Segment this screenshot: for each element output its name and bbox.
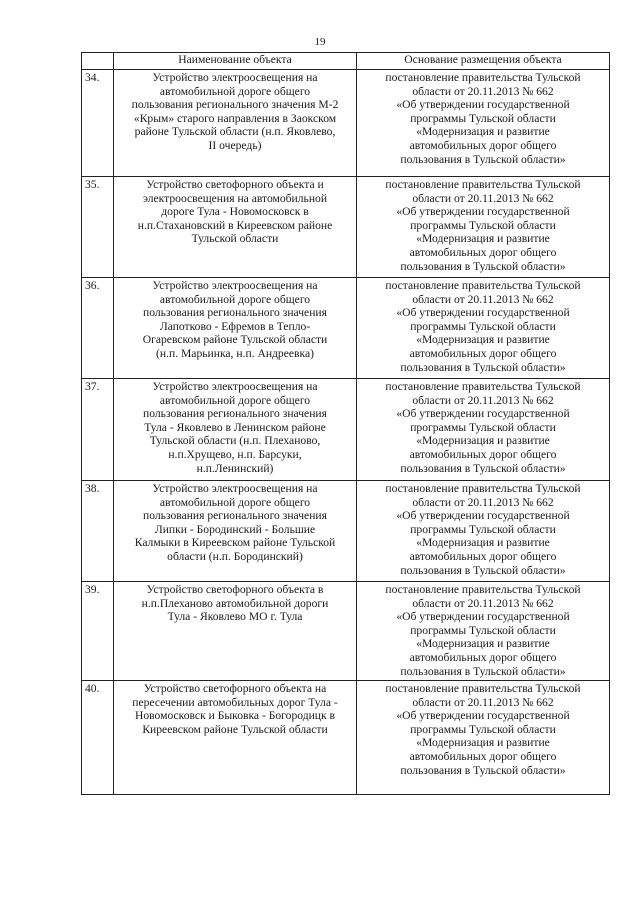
placement-basis-cell bbox=[357, 481, 610, 582]
basis-line: программы Тульской области bbox=[410, 420, 556, 434]
object-name-line: н.п.Ленинский) bbox=[196, 461, 274, 475]
basis-line: «Модернизация и развитие bbox=[416, 125, 550, 139]
object-name-line: Огаревском районе Тульской области bbox=[142, 333, 328, 347]
basis-line: «Об утверждении государственной bbox=[396, 407, 570, 421]
row-number: 39. bbox=[82, 582, 114, 681]
object-name-line: Тула - Яковлево в Ленинском районе bbox=[144, 420, 326, 434]
object-name-line: Устройство электроосвещения на bbox=[152, 71, 318, 84]
basis-line: автомобильных дорог общего bbox=[409, 245, 557, 259]
basis-line: автомобильных дорог общего bbox=[409, 549, 557, 563]
objects-table bbox=[81, 52, 610, 795]
object-name-line: Устройство светофорного объекта на bbox=[143, 682, 327, 695]
basis-line: программы Тульской области bbox=[410, 218, 556, 232]
basis-line: автомобильных дорог общего bbox=[409, 447, 557, 461]
basis-line: области от 20.11.2013 № 662 bbox=[412, 191, 554, 205]
basis-line: «Модернизация и развитие bbox=[416, 536, 550, 550]
basis-line: программы Тульской области bbox=[410, 319, 556, 333]
basis-line: «Об утверждении государственной bbox=[396, 306, 570, 320]
object-name-cell bbox=[114, 681, 357, 795]
table-header-row bbox=[82, 53, 610, 70]
basis-line: «Об утверждении государственной bbox=[396, 98, 570, 112]
placement-basis-cell bbox=[357, 278, 610, 379]
header-placement-basis: Основание размещения объекта bbox=[357, 53, 610, 70]
basis-line: автомобильных дорог общего bbox=[409, 138, 557, 152]
header-number bbox=[82, 53, 114, 70]
basis-line: автомобильных дорог общего bbox=[409, 650, 557, 664]
object-name-line: II очередь) bbox=[208, 138, 262, 152]
row-number: 34. bbox=[82, 70, 114, 177]
object-name-line: Устройство светофорного объекта и bbox=[146, 178, 324, 191]
basis-line: программы Тульской области bbox=[410, 623, 556, 637]
object-name-line: Тульской области (н.п. Плеханово, bbox=[149, 434, 321, 448]
table-row bbox=[82, 278, 610, 379]
object-name-line: пользования регионального значения bbox=[143, 509, 327, 523]
basis-line: области от 20.11.2013 № 662 bbox=[412, 495, 554, 509]
object-name-line: Тульской области bbox=[191, 232, 279, 246]
basis-line: «Об утверждении государственной bbox=[396, 205, 570, 219]
table-row bbox=[82, 582, 610, 681]
table-row bbox=[82, 70, 610, 177]
object-name-line: области (н.п. Бородинский) bbox=[167, 549, 303, 563]
basis-line: постановление правительства Тульской bbox=[385, 71, 581, 84]
object-name-line: пользования регионального значения М-2 bbox=[131, 98, 339, 112]
basis-line: пользования в Тульской области» bbox=[400, 763, 566, 777]
object-name-line: н.п.Стахановский в Киреевском районе bbox=[137, 218, 333, 232]
object-name-line: автомобильной дороге общего bbox=[159, 495, 311, 509]
basis-line: программы Тульской области bbox=[410, 522, 556, 536]
basis-line: «Модернизация и развитие bbox=[416, 333, 550, 347]
object-name-cell bbox=[114, 278, 357, 379]
object-name-line: (н.п. Марьинка, н.п. Андреевка) bbox=[156, 346, 314, 360]
object-name-line: Липки - Бородинский - Большие bbox=[154, 522, 316, 536]
object-name-line: дороге Тула - Новомосковск в bbox=[161, 205, 309, 219]
basis-line: постановление правительства Тульской bbox=[385, 380, 581, 393]
object-name-cell bbox=[114, 379, 357, 481]
object-name-line: электроосвещения на автомобильной bbox=[142, 191, 328, 205]
basis-line: «Модернизация и развитие bbox=[416, 637, 550, 651]
header-object-name: Наименование объекта bbox=[114, 53, 357, 70]
placement-basis-cell bbox=[357, 379, 610, 481]
basis-line: «Модернизация и развитие bbox=[416, 232, 550, 246]
table-row bbox=[82, 177, 610, 278]
object-name-line: Устройство электроосвещения на bbox=[152, 279, 318, 292]
page-number: 19 bbox=[314, 36, 326, 48]
row-number: 38. bbox=[82, 481, 114, 582]
basis-line: «Об утверждении государственной bbox=[396, 509, 570, 523]
row-number: 37. bbox=[82, 379, 114, 481]
object-name-line: Устройство электроосвещения на bbox=[152, 482, 318, 495]
basis-line: области от 20.11.2013 № 662 bbox=[412, 84, 554, 98]
basis-line: «Об утверждении государственной bbox=[396, 610, 570, 624]
placement-basis-cell bbox=[357, 70, 610, 177]
basis-line: «Об утверждении государственной bbox=[396, 709, 570, 723]
object-name-cell bbox=[114, 582, 357, 681]
basis-line: пользования в Тульской области» bbox=[400, 152, 566, 166]
placement-basis-cell bbox=[357, 681, 610, 795]
basis-line: «Модернизация и развитие bbox=[416, 736, 550, 750]
basis-line: пользования в Тульской области» bbox=[400, 563, 566, 577]
basis-line: «Модернизация и развитие bbox=[416, 434, 550, 448]
basis-line: программы Тульской области bbox=[410, 722, 556, 736]
object-name-line: Устройство светофорного объекта в bbox=[146, 583, 324, 596]
placement-basis-cell bbox=[357, 177, 610, 278]
basis-line: области от 20.11.2013 № 662 bbox=[412, 695, 554, 709]
row-number: 40. bbox=[82, 681, 114, 795]
basis-line: постановление правительства Тульской bbox=[385, 482, 581, 495]
object-name-line: Тула - Яковлево МО г. Тула bbox=[167, 610, 303, 624]
object-name-line: пересечении автомобильных дорог Тула - bbox=[132, 695, 338, 709]
table-row bbox=[82, 681, 610, 795]
object-name-line: пользования регионального значения bbox=[143, 306, 327, 320]
basis-line: постановление правительства Тульской bbox=[385, 279, 581, 292]
object-name-line: Новомосковск и Быковка - Богородицк в bbox=[134, 709, 336, 723]
object-name-cell bbox=[114, 177, 357, 278]
object-name-line: н.п.Плеханово автомобильной дороги bbox=[141, 596, 329, 610]
object-name-line: Устройство электроосвещения на bbox=[152, 380, 318, 393]
table-row bbox=[82, 379, 610, 481]
object-name-line: н.п.Хрущево, н.п. Барсуки, bbox=[168, 447, 302, 461]
object-name-line: Лапотково - Ефремов в Тепло- bbox=[159, 319, 311, 333]
basis-line: автомобильных дорог общего bbox=[409, 346, 557, 360]
object-name-line: автомобильной дороге общего bbox=[159, 84, 311, 98]
object-name-cell bbox=[114, 481, 357, 582]
basis-line: программы Тульской области bbox=[410, 111, 556, 125]
basis-line: пользования в Тульской области» bbox=[400, 461, 566, 475]
basis-line: постановление правительства Тульской bbox=[385, 682, 581, 695]
object-name-line: пользования регионального значения bbox=[143, 407, 327, 421]
object-name-cell bbox=[114, 70, 357, 177]
object-name-line: автомобильной дороге общего bbox=[159, 292, 311, 306]
row-number: 36. bbox=[82, 278, 114, 379]
basis-line: области от 20.11.2013 № 662 bbox=[412, 292, 554, 306]
basis-line: области от 20.11.2013 № 662 bbox=[412, 596, 554, 610]
basis-line: пользования в Тульской области» bbox=[400, 360, 566, 374]
basis-line: постановление правительства Тульской bbox=[385, 583, 581, 596]
basis-line: пользования в Тульской области» bbox=[400, 259, 566, 273]
object-name-line: автомобильной дороге общего bbox=[159, 393, 311, 407]
object-name-line: районе Тульской области (н.п. Яковлево, bbox=[134, 125, 336, 139]
object-name-line: «Крым» старого направления в Заокском bbox=[133, 111, 337, 125]
basis-line: области от 20.11.2013 № 662 bbox=[412, 393, 554, 407]
table-row bbox=[82, 481, 610, 582]
basis-line: постановление правительства Тульской bbox=[385, 178, 581, 191]
basis-line: автомобильных дорог общего bbox=[409, 749, 557, 763]
basis-line: пользования в Тульской области» bbox=[400, 664, 566, 678]
object-name-line: Калмыки в Киреевском районе Тульской bbox=[134, 536, 336, 550]
row-number: 35. bbox=[82, 177, 114, 278]
placement-basis-cell bbox=[357, 582, 610, 681]
object-name-line: Киреевском районе Тульской области bbox=[142, 722, 328, 736]
